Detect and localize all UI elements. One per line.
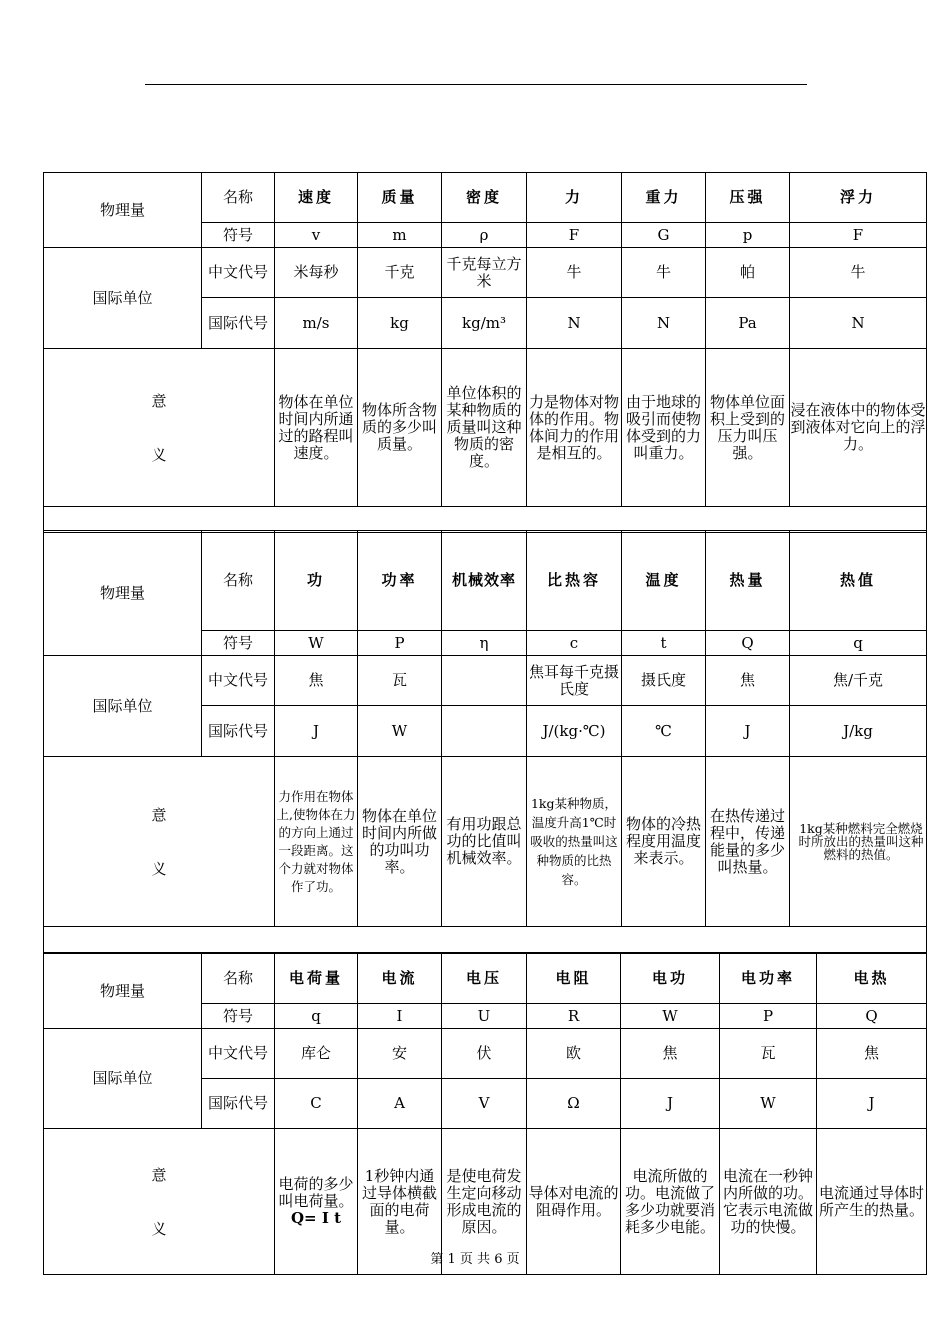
cn-unit-cell: 库仑: [275, 1029, 358, 1079]
intl-unit-cell: V: [442, 1079, 527, 1129]
meaning-cell: 有用功跟总功的比值叫机械效率。: [442, 757, 527, 927]
quantity-name: 比热容: [527, 531, 622, 631]
symbol-cell: p: [706, 223, 790, 248]
intl-unit-cell: Pa: [706, 298, 790, 349]
meaning-cell: 1秒钟内通过导体横截面的电荷量。: [358, 1129, 442, 1275]
name-label: 名称: [202, 531, 275, 631]
si-unit-label: 国际单位: [44, 1029, 202, 1129]
cn-unit-cell: 瓦: [720, 1029, 817, 1079]
intl-unit-cell: N: [790, 298, 927, 349]
cn-unit-cell: 焦: [706, 656, 790, 706]
symbol-cell: c: [527, 631, 622, 656]
symbol-cell: ρ: [442, 223, 527, 248]
intl-unit-cell: J/(kg·℃): [527, 706, 622, 757]
quantity-label: 物理量: [44, 531, 202, 656]
quantity-name: 电热: [817, 954, 927, 1004]
meaning-char-2: 义: [151, 445, 167, 464]
cn-code-label: 中文代号: [202, 248, 275, 298]
cn-unit-cell: 焦/千克: [790, 656, 927, 706]
symbol-cell: R: [527, 1004, 621, 1029]
intl-unit-cell: Ω: [527, 1079, 621, 1129]
quantity-name: 压强: [706, 173, 790, 223]
cn-unit-cell: 焦耳每千克摄氏度: [527, 656, 622, 706]
cn-unit-cell: 焦: [621, 1029, 720, 1079]
symbol-cell: W: [621, 1004, 720, 1029]
intl-unit-cell: m/s: [275, 298, 358, 349]
symbol-cell: U: [442, 1004, 527, 1029]
intl-unit-cell: W: [720, 1079, 817, 1129]
intl-unit-cell: kg: [358, 298, 442, 349]
quantity-name: 电压: [442, 954, 527, 1004]
intl-unit-cell: J: [621, 1079, 720, 1129]
intl-unit-cell: J: [817, 1079, 927, 1129]
cn-unit-cell: 千克: [358, 248, 442, 298]
intl-unit-cell: ℃: [622, 706, 706, 757]
intl-unit-cell: J: [275, 706, 358, 757]
si-unit-label: 国际单位: [44, 656, 202, 757]
symbol-cell: q: [275, 1004, 358, 1029]
cn-unit-cell: 摄氏度: [622, 656, 706, 706]
spacer-row: [44, 507, 927, 533]
meaning-cell: 浸在液体中的物体受到液体对它向上的浮力。: [790, 349, 927, 507]
meaning-cell: 电流通过导体时所产生的热量。: [817, 1129, 927, 1275]
cn-unit-cell: 焦: [275, 656, 358, 706]
spacer-row: [44, 927, 927, 953]
quantity-name: 电功: [621, 954, 720, 1004]
quantity-name: 机械效率: [442, 531, 527, 631]
cn-unit-cell: 焦: [817, 1029, 927, 1079]
symbol-cell: Q: [817, 1004, 927, 1029]
quantity-name: 热量: [706, 531, 790, 631]
meaning-char-1: 意: [151, 805, 167, 824]
meaning-cell: 力是物体对物体的作用。物体间力的作用是相互的。: [527, 349, 622, 507]
meaning-cell: 由于地球的吸引而使物体受到的力叫重力。: [622, 349, 706, 507]
intl-unit-cell: J: [706, 706, 790, 757]
header-rule: [145, 84, 807, 85]
symbol-cell: I: [358, 1004, 442, 1029]
intl-unit-cell: C: [275, 1079, 358, 1129]
si-unit-label: 国际单位: [44, 248, 202, 349]
symbol-cell: Q: [706, 631, 790, 656]
intl-unit-cell: N: [527, 298, 622, 349]
symbol-cell: F: [790, 223, 927, 248]
meaning-cell: 单位体积的某种物质的质量叫这种物质的密度。: [442, 349, 527, 507]
symbol-cell: P: [720, 1004, 817, 1029]
name-label: 名称: [202, 954, 275, 1004]
cn-unit-cell: 欧: [527, 1029, 621, 1079]
meaning-text: 电荷的多少叫电荷量。: [278, 1175, 354, 1210]
intl-unit-cell: [442, 706, 527, 757]
meaning-char-1: 意: [151, 1165, 167, 1184]
cn-unit-cell: 牛: [527, 248, 622, 298]
cn-unit-cell: 牛: [622, 248, 706, 298]
intl-unit-cell: J/kg: [790, 706, 927, 757]
name-label: 名称: [202, 173, 275, 223]
meaning-cell: 物体单位面积上受到的压力叫压强。: [706, 349, 790, 507]
symbol-cell: m: [358, 223, 442, 248]
intl-unit-cell: N: [622, 298, 706, 349]
cn-unit-cell: 千克每立方米: [442, 248, 527, 298]
intl-code-label: 国际代号: [202, 298, 275, 349]
mechanics-table: [43, 172, 927, 533]
quantity-name: 浮力: [790, 173, 927, 223]
meaning-char-2: 义: [151, 859, 167, 878]
cn-code-label: 中文代号: [202, 656, 275, 706]
symbol-label: 符号: [202, 631, 275, 656]
meaning-cell: 物体在单位时间内所做的功叫功率。: [358, 757, 442, 927]
cn-unit-cell: [442, 656, 527, 706]
meaning-cell: 1kg某种物质，温度升高1℃时吸收的热量叫这种物质的比热容。: [527, 757, 622, 927]
cn-unit-cell: 安: [358, 1029, 442, 1079]
intl-unit-cell: W: [358, 706, 442, 757]
symbol-cell: P: [358, 631, 442, 656]
cn-unit-cell: 伏: [442, 1029, 527, 1079]
cn-unit-cell: 米每秒: [275, 248, 358, 298]
quantity-name: 电功率: [720, 954, 817, 1004]
cn-unit-cell: 瓦: [358, 656, 442, 706]
page-footer: 第 1 页 共 6 页: [430, 1252, 520, 1267]
symbol-label: 符号: [202, 1004, 275, 1029]
intl-unit-cell: A: [358, 1079, 442, 1129]
meaning-char-2: 义: [151, 1219, 167, 1238]
intl-code-label: 国际代号: [202, 706, 275, 757]
cn-unit-cell: 帕: [706, 248, 790, 298]
quantity-name: 电流: [358, 954, 442, 1004]
meaning-char-1: 意: [151, 391, 167, 410]
quantity-name: 温度: [622, 531, 706, 631]
heat-table: [43, 530, 927, 953]
meaning-label: [44, 349, 275, 507]
quantity-label: 物理量: [44, 954, 202, 1029]
charge-formula: Q= I t: [290, 1209, 342, 1227]
meaning-cell: 电流所做的功。电流做了多少功就要消耗多少电能。: [621, 1129, 720, 1275]
intl-unit-cell: kg/m³: [442, 298, 527, 349]
meaning-cell: 力作用在物体上,使物体在力的方向上通过一段距离。这个力就对物体作了功。: [275, 757, 358, 927]
symbol-cell: η: [442, 631, 527, 656]
quantity-name: 功率: [358, 531, 442, 631]
meaning-cell: 电流在一秒钟内所做的功。它表示电流做功的快慢。: [720, 1129, 817, 1275]
meaning-cell: 1kg某种燃料完全燃烧时所放出的热量叫这种燃料的热值。: [790, 757, 927, 927]
quantity-name: 质量: [358, 173, 442, 223]
quantity-name: 热值: [790, 531, 927, 631]
symbol-cell: v: [275, 223, 358, 248]
quantity-name: 电阻: [527, 954, 621, 1004]
meaning-cell: 物体的冷热程度用温度来表示。: [622, 757, 706, 927]
symbol-label: 符号: [202, 223, 275, 248]
quantity-name: 重力: [622, 173, 706, 223]
meaning-cell: 在热传递过程中，传递能量的多少叫热量。: [706, 757, 790, 927]
cn-unit-cell: 牛: [790, 248, 927, 298]
meaning-cell: 物体所含物质的多少叫质量。: [358, 349, 442, 507]
symbol-cell: q: [790, 631, 927, 656]
symbol-cell: G: [622, 223, 706, 248]
quantity-name: 功: [275, 531, 358, 631]
quantity-name: 速度: [275, 173, 358, 223]
quantity-name: 密度: [442, 173, 527, 223]
meaning-cell: 物体在单位时间内所通过的路程叫速度。: [275, 349, 358, 507]
meaning-cell: 导体对电流的阻碍作用。: [527, 1129, 621, 1275]
intl-code-label: 国际代号: [202, 1079, 275, 1129]
electricity-table: [43, 953, 927, 1275]
cn-code-label: 中文代号: [202, 1029, 275, 1079]
meaning-label: [44, 757, 275, 927]
quantity-name: 力: [527, 173, 622, 223]
meaning-cell: 是使电荷发生定向移动形成电流的原因。: [442, 1129, 527, 1275]
quantity-label: 物理量: [44, 173, 202, 248]
symbol-cell: t: [622, 631, 706, 656]
symbol-cell: W: [275, 631, 358, 656]
quantity-name: 电荷量: [275, 954, 358, 1004]
symbol-cell: F: [527, 223, 622, 248]
